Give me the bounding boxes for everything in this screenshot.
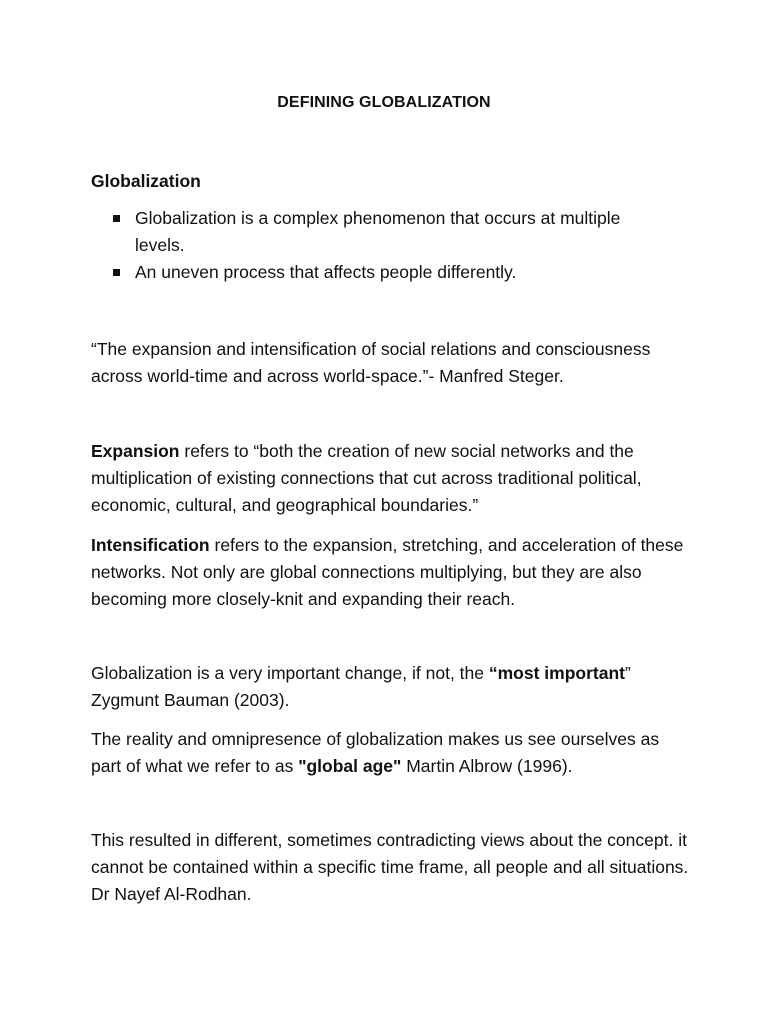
albrow-text-before: The reality and omnipresence of globalization makes us see ourselves as part of what we refer to as <box>91 729 660 776</box>
intensification-text: refers to the expansion, stretching, and acceleration of these networks. Not only are global connections multiplying, but they are also becoming more closely-knit and expanding their reach. <box>91 535 684 609</box>
expansion-term: Expansion <box>91 441 180 461</box>
expansion-paragraph <box>91 438 691 519</box>
albrow-paragraph <box>91 726 691 780</box>
bauman-paragraph <box>91 660 691 714</box>
bauman-text-after: ” Zygmunt Bauman (2003). <box>91 663 631 710</box>
intensification-term: Intensification <box>91 535 210 555</box>
intensification-paragraph <box>91 532 691 613</box>
bauman-emphasis: “most important <box>488 663 625 683</box>
bullet-list <box>91 205 691 286</box>
albrow-emphasis: "global age" <box>298 756 402 776</box>
steger-quote: “The expansion and intensification of social relations and consciousness across world-time and across world-space.”- Manfred Steger. <box>91 339 651 386</box>
square-bullet-icon <box>113 215 120 222</box>
albrow-text-after: Martin Albrow (1996). <box>401 756 573 776</box>
bullet-text: Globalization is a complex phenomenon that occurs at multiple levels. <box>135 208 621 255</box>
rodhan-paragraph: This resulted in different, sometimes contradicting views about the concept. it cannot be contained within a specific time frame, all people and all situations. Dr Nayef Al-Rodhan. <box>91 830 689 904</box>
section-heading: Globalization <box>91 171 201 191</box>
bullet-text: An uneven process that affects people differently. <box>135 262 517 282</box>
bauman-text-before: Globalization is a very important change, if not, the <box>91 663 489 683</box>
document-title: DEFINING GLOBALIZATION <box>277 94 491 111</box>
list-item <box>91 259 665 286</box>
list-item <box>91 205 665 259</box>
expansion-text: refers to “both the creation of new social networks and the multiplication of existing connections that cut across traditional political, economic, cultural, and geographical boundaries.” <box>91 441 642 515</box>
square-bullet-icon <box>113 269 120 276</box>
